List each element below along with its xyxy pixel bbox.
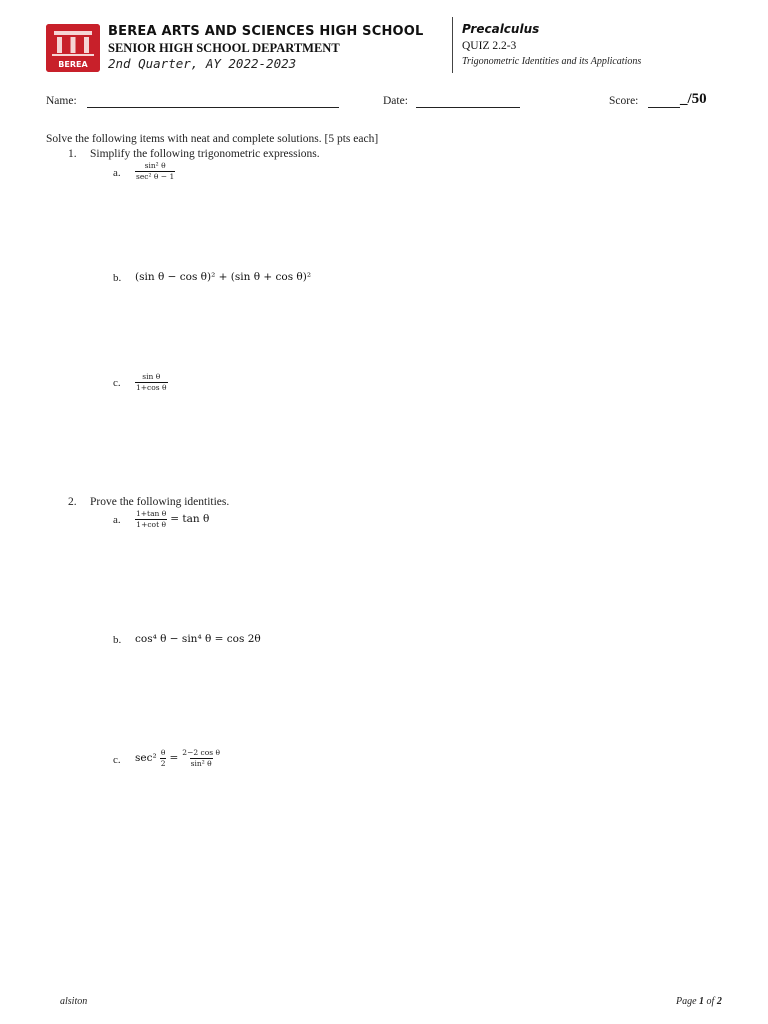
- question-1-text: Simplify the following trigonometric expressions.: [90, 148, 320, 160]
- footer-author: alsiton: [60, 996, 88, 1007]
- page-prefix: Page: [676, 996, 697, 1007]
- quarter: 2nd Quarter, AY 2022-2023: [108, 56, 297, 71]
- q2c-numerator: 2−2 cos θ: [182, 748, 220, 757]
- school-logo: [46, 24, 100, 72]
- date-label: Date:: [383, 95, 408, 107]
- score-label: Score:: [609, 95, 639, 107]
- q1a-numerator: sin² θ: [144, 161, 166, 171]
- question-1-number: 1.: [68, 148, 77, 160]
- q1a-expression: [135, 162, 175, 180]
- q2b-expression: cos⁴ θ − sin⁴ θ = cos 2θ: [135, 633, 261, 645]
- q2c-letter: c.: [113, 754, 121, 766]
- page-of: of: [706, 996, 715, 1007]
- q1a-fraction: [135, 162, 175, 180]
- subject: Precalculus: [462, 22, 540, 36]
- q2c-half-denominator: 2: [160, 758, 166, 768]
- instructions: Solve the following items with neat and complete solutions. [5 pts each]: [46, 133, 379, 145]
- q2c-denominator: sin² θ: [190, 758, 212, 768]
- score-field[interactable]: [648, 107, 680, 108]
- q2c-equals: =: [169, 752, 179, 764]
- q1b-letter: b.: [113, 272, 122, 284]
- page-total: 2: [716, 996, 722, 1007]
- score-total: _/50: [680, 91, 707, 107]
- quiz-number: QUIZ 2.2-3: [462, 40, 517, 52]
- q2c-lhs: sec²: [135, 752, 157, 764]
- page-current: 1: [699, 996, 705, 1007]
- q2c-fraction: [181, 749, 221, 767]
- q1a-denominator: sec² θ − 1: [136, 171, 175, 181]
- q2a-rhs: = tan θ: [170, 513, 210, 525]
- question-2-text: Prove the following identities.: [90, 496, 230, 508]
- q1c-numerator: sin θ: [142, 372, 161, 382]
- q1b-expression: (sin θ − cos θ)² + (sin θ + cos θ)²: [135, 271, 312, 283]
- q2a-fraction: [135, 510, 167, 528]
- department: SENIOR HIGH SCHOOL DEPARTMENT: [108, 41, 340, 55]
- logo-text: BEREA: [58, 60, 88, 69]
- header-divider: [452, 17, 453, 73]
- q1a-letter: a.: [113, 167, 121, 179]
- q2c-half-angle: [160, 749, 167, 767]
- q2c-expression: [135, 749, 221, 767]
- date-field[interactable]: [416, 107, 520, 108]
- q1c-fraction: [135, 373, 168, 391]
- q2a-numerator: 1+tan θ: [136, 509, 167, 518]
- q1c-denominator: 1+cos θ: [136, 382, 167, 392]
- name-label: Name:: [46, 95, 77, 107]
- q1c-letter: c.: [113, 377, 121, 389]
- q2c-half-numerator: θ: [160, 748, 166, 757]
- page-number: [676, 996, 722, 1007]
- quiz-topic: Trigonometric Identities and its Applications: [462, 56, 642, 67]
- q1c-expression: [135, 373, 168, 391]
- name-field[interactable]: [87, 107, 339, 108]
- school-name: BEREA ARTS AND SCIENCES HIGH SCHOOL: [108, 24, 424, 39]
- q2a-denominator: 1+cot θ: [136, 519, 166, 529]
- q2b-letter: b.: [113, 634, 122, 646]
- question-2-number: 2.: [68, 496, 77, 508]
- q2a-letter: a.: [113, 514, 121, 526]
- q2a-expression: [135, 510, 209, 528]
